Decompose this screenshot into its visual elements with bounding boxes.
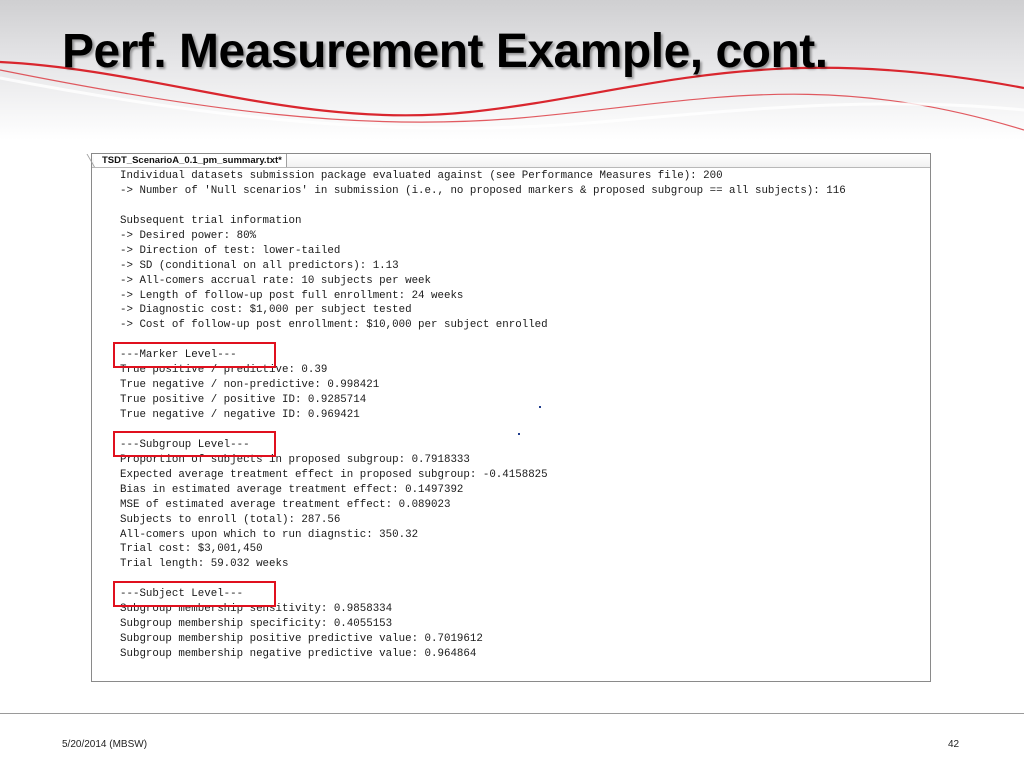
document-line: Subsequent trial information	[120, 214, 302, 227]
document-line: Trial length: 59.032 weeks	[120, 558, 289, 571]
document-line: -> Direction of test: lower-tailed	[120, 244, 341, 257]
document-line: Subgroup membership negative predictive value: 0.964864	[120, 648, 477, 660]
tab-summary-file[interactable]: TSDT_ScenarioA_0.1_pm_summary.txt*	[94, 154, 287, 167]
tab-strip	[92, 154, 930, 168]
document-line: -> SD (conditional on all predictors): 1.13	[120, 259, 399, 272]
text-editor-window	[91, 153, 931, 682]
subject-level-highlight-box	[113, 581, 276, 607]
document-line: MSE of estimated average treatment effect: 0.089023	[120, 498, 451, 511]
document-line: Trial cost: $3,001,450	[120, 543, 263, 556]
document-line: True negative / negative ID: 0.969421	[120, 409, 360, 421]
footer-divider	[0, 713, 1024, 714]
document-line: -> Cost of follow-up post enrollment: $10,000 per subject enrolled	[120, 319, 548, 332]
document-line: Subgroup membership sensitivity: 0.9858334	[120, 603, 393, 616]
document-line: -> Desired power: 80%	[120, 229, 257, 242]
document-line: -> Number of 'Null scenarios' in submission (i.e., no proposed markers & proposed subgroup == all subjects): 116	[120, 184, 846, 197]
document-line: True positive / predictive: 0.39	[120, 364, 328, 377]
document-line: ---Subgroup Level---	[120, 438, 250, 451]
document-line	[120, 199, 920, 214]
document-line: Expected average treatment effect in proposed subgroup: -0.4158825	[120, 468, 548, 481]
document-line: True negative / non-predictive: 0.998421	[120, 379, 380, 392]
document-line: ---Subject Level---	[120, 588, 244, 601]
document-line: Subjects to enroll (total): 287.56	[120, 513, 341, 526]
document-line: All-comers upon which to run diagnstic: 350.32	[120, 528, 419, 541]
document-line: -> Diagnostic cost: $1,000 per subject tested	[120, 304, 412, 317]
stray-dot	[539, 406, 541, 408]
document-line: -> Length of follow-up post full enrollment: 24 weeks	[120, 289, 464, 302]
slide-title: Perf. Measurement Example, cont.	[62, 25, 828, 78]
document-line: Proportion of subjects in proposed subgroup: 0.7918333	[120, 453, 470, 466]
document-line: True positive / positive ID: 0.9285714	[120, 394, 367, 407]
document-line: Subgroup membership specificity: 0.4055153	[120, 618, 393, 631]
document-line: Subgroup membership positive predictive value: 0.7019612	[120, 633, 483, 646]
document-line: Individual datasets submission package evaluated against (see Performance Measures file): 200	[120, 170, 723, 182]
subgroup-level-highlight-box	[113, 431, 276, 457]
stray-dot	[518, 433, 520, 435]
footer-date: 5/20/2014 (MBSW)	[62, 739, 148, 750]
document-line: Bias in estimated average treatment effect: 0.1497392	[120, 483, 464, 496]
marker-level-highlight-box	[113, 342, 276, 368]
page-number: 42	[948, 739, 960, 750]
document-line: -> All-comers accrual rate: 10 subjects per week	[120, 274, 432, 287]
document-line: ---Marker Level---	[120, 349, 237, 362]
